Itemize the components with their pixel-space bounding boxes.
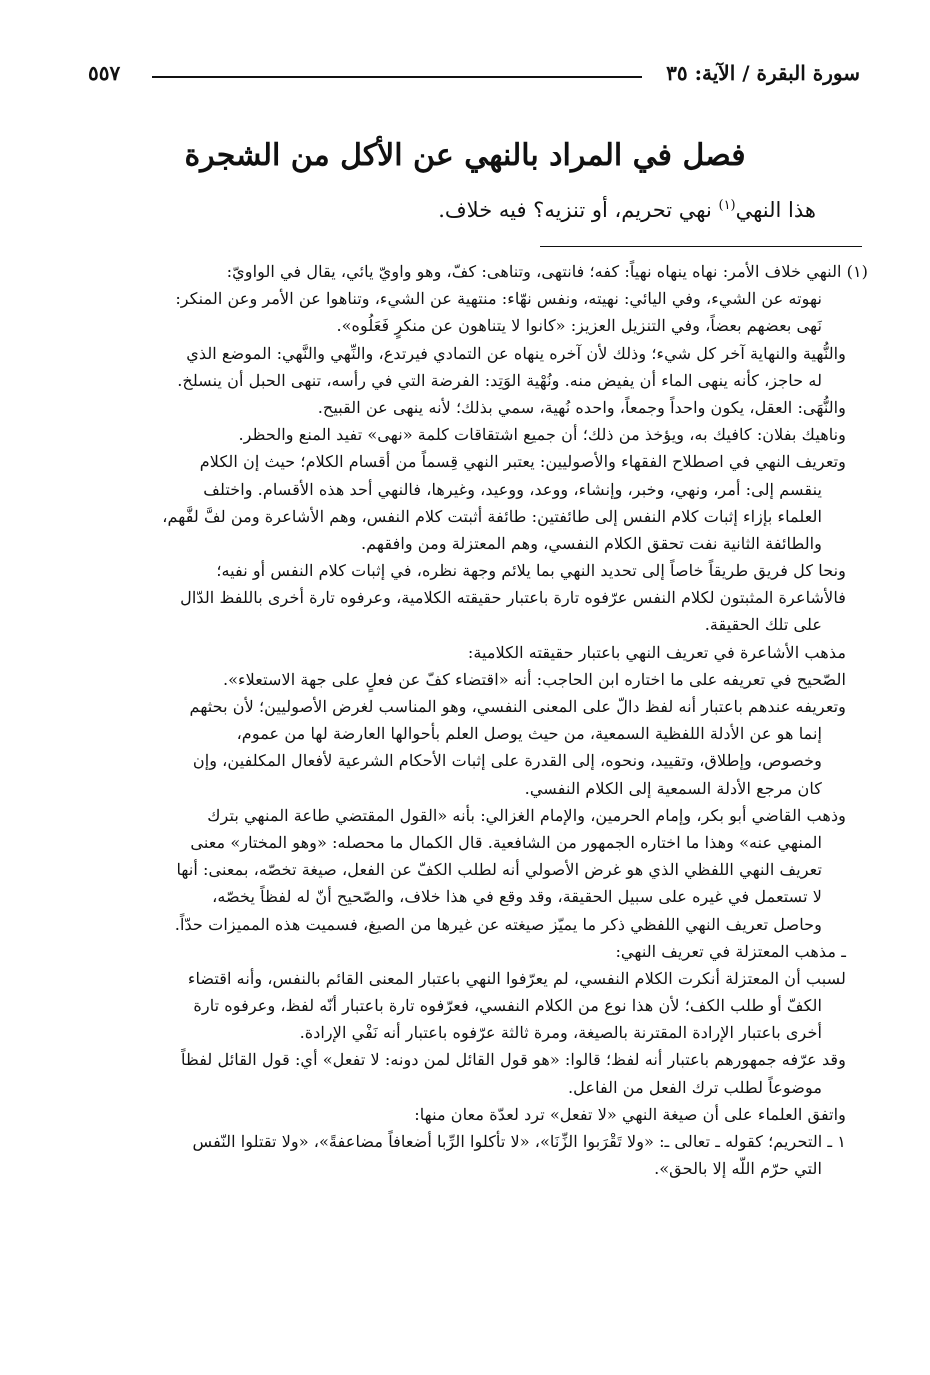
footnote-line: أخرى باعتبار الإرادة المقترنة بالصيغة، ومرة ثالثة عرّفوه باعتبار أنه نَفْي الإرادة. [299,1023,822,1043]
footnote-marker[interactable]: (١) [718,198,736,213]
running-title: سورة البقرة / الآية: ٣٥ [666,61,860,85]
lead-paragraph [156,190,816,230]
page-number: ٥٥٧ [88,61,121,85]
chapter-title: فصل في المراد بالنهي عن الأكل من الشجرة [184,138,746,173]
running-header [88,56,860,90]
footnote-line: الصّحيح في تعريفه على ما اختاره ابن الحاجب: أنه «اقتضاء كفّ عن فعلٍ على جهة الاستعلاء». [222,669,846,689]
footnote-line: وخصوص، وإطلاق، وتقييد، ونحوه، إلى القدرة على إثبات الأحكام الشرعية لأفعال المكلفين، وإن [192,751,822,771]
footnote-line: ـ مذهب المعتزلة في تعريف النهي: [615,941,846,961]
footnote-line: التي حرّم اللّه إلا بالحق». [654,1159,822,1179]
footnote-line: وذهب القاضي أبو بكر، وإمام الحرمين، والإمام الغزالي: بأنه «القول المقتضي طاعة المنهي بترك [207,805,846,825]
lead-text-end: نهي تحريم، أو تنزيه؟ فيه خلاف. [438,198,719,222]
footnote-line: ونحا كل فريق طريقاً خاصاً إلى تحديد النهي بما يلائم وجهة نظره، في إثبات كلام النفس أو نفيه؛ [216,561,846,581]
footnote-line: نَهى بعضهم بعضاً، وفي التنزيل العزيز: «كانوا لا يتناهون عن منكرٍ فَعَلُوه». [336,316,822,336]
header-rule [152,76,642,78]
footnote-line: وحاصل تعريف النهي اللفظي ذكر ما يميّز صيغته عن غيرها من الصيغ، فسميت هذه المميزات حدّاً. [174,914,822,934]
footnote-line: العلماء بإزاء إثبات كلام النفس إلى طائفتين: طائفة أثبتت كلام النفس، وهم الأشاعرة ومن لفَّ لفَّهم، [162,506,822,526]
footnote-line: لسبب أن المعتزلة أنكرت الكلام النفسي، لم يعرّفوا النهي باعتبار المعنى القائم بالنفس، وأنه اقتضاء [187,968,846,988]
footnote-line: والنُّهَى: العقل، يكون واحداً وجمعاً، واحده نُهية، سمي بذلك؛ لأنه ينهى عن القبيح. [317,397,846,417]
footnote-line: والطائفة الثانية نفت تحقق الكلام النفسي، وهم المعتزلة ومن وافقهم. [361,533,822,553]
lead-text-start: هذا النهي [735,198,816,222]
footnote-line: كان مرجع الأدلة السمعية إلى الكلام النفسي. [524,778,822,798]
footnote-line: إنما هو عن الأدلة اللفظية السمعية، من حيث يوصل العلم بأحوالها العارضة لها من عموم، [236,724,822,744]
footnotes-block [64,258,868,1182]
footnote-line: وقد عرّفه جمهورهم باعتبار أنه لفظ؛ قالوا: «هو قول القائل لمن دونه: لا تفعل» أي: قول القائل لفظاً [181,1050,846,1070]
footnote-line: له حاجز، كأنه ينهى الماء أن يفيض منه. ونُهْية الوَتِد: الفرضة التي في رأسه، تنهى الحبل أن ينسلخ. [177,370,822,390]
footnote-line: موضوعاً لطلب ترك الفعل من الفاعل. [568,1077,822,1097]
footnote-line: لا تستعمل في غيره على سبيل الحقيقة، وقد وقع في هذا خلاف، والصّحيح أنّ له لفظاً يخصّه، [212,887,822,907]
footnote-line: ١ ـ التحريم؛ كقوله ـ تعالى ـ: «ولا تَقْرَبوا الزِّنَا»، «لا تأكلوا الرِّبا أضعافاً مضاعفةً»، «ولا تقتلوا النّفس [192,1132,846,1151]
footnote-line: على تلك الحقيقة. [704,615,822,635]
footnote-line: (١) النهي خلاف الأمر: نهاه ينهاه نهياً: كفه؛ فانتهى، وتناهى: كفّ، وهو واويّ يائي، يقال في الواويّ: [226,262,868,281]
footnote-line: مذهب الأشاعرة في تعريف النهي باعتبار حقيقته الكلامية: [467,642,846,662]
footnote-line: وتعريف النهي في اصطلاح الفقهاء والأصوليين: يعتبر النهي قِسماً من أقسام الكلام؛ حيث إن الكلام [199,452,846,472]
footnote-line: وناهيك بفلان: كافيك به، ويؤخذ من ذلك؛ أن جميع اشتقاقات كلمة «نهى» تفيد المنع والحظر. [238,425,846,445]
footnote-line: نهوته عن الشيء، وفي اليائي: نهيته، ونفس نهّاء: منتهية عن الشيء، وتناهوا عن الأمر وعن المنكر: [175,289,822,309]
footnote-line: وتعريفه عندهم باعتبار أنه لفظ دالّ على المعنى النفسي، وهو المناسب لغرض الأصوليين؛ لأن بحثهم [189,697,846,716]
footnote-line: الكفّ أو طلب الكف؛ لأن هذا نوع من الكلام النفسي، فعرّفوه تارة باعتبار أنّه لفظ، وعرفوه تارة [193,996,822,1016]
footnote-line: فالأشاعرة المثبتون لكلام النفس عرّفوه تارة باعتبار حقيقته الكلامية، وعرفوه تارة أخرى باللفظ الدّال [180,588,846,608]
footnote-line: ينقسم إلى: أمر، ونهي، وخبر، وإنشاء، ووعد، ووعيد، وغيرها، فالنهي أحد هذه الأقسام. واختلف [203,479,822,499]
footnote-separator [540,246,862,247]
footnote-line: واتفق العلماء على أن صيغة النهي «لا تفعل» ترد لعدّة معان منها: [414,1104,846,1124]
footnote-line: تعريف النهي اللفظي الذي هو غرض الأصولي أنه لطلب الكفّ عن الفعل، صيغة تخصّه، بمعنى: أنها [176,860,822,880]
footnote-line: والنُّهية والنهاية آخر كل شيء؛ وذلك لأن آخره ينهاه عن التمادي فيرتدع، والنِّهي والنَّهي: الموضع الذي [186,343,846,363]
footnote-line: المنهي عنه» وهذا ما اختاره الجمهور من الشافعية. قال الكمال ما محصله: «وهو المختار» معنى [190,832,822,852]
